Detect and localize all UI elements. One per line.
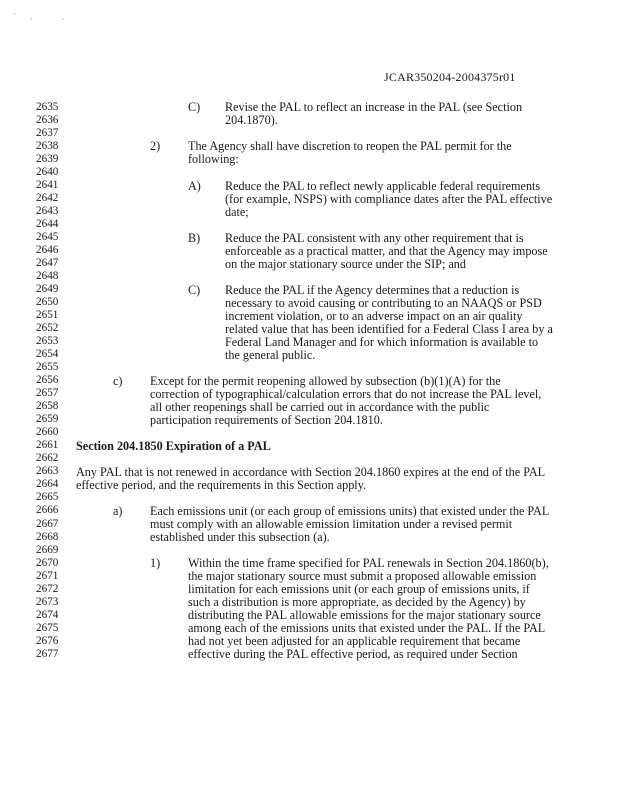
text-line: 204.1870). <box>225 113 278 127</box>
subsection-label: B) <box>188 231 201 245</box>
line-number: 2650 <box>36 296 59 309</box>
text-line: on the major stationary source under the SIP; and <box>225 257 466 271</box>
text-line: Reduce the PAL consistent with any other requirement that is <box>225 231 524 245</box>
subsection-label: a) <box>113 504 123 518</box>
text-line: established under this subsection (a). <box>150 530 330 544</box>
line-number: 2653 <box>36 335 59 348</box>
text-line: among each of the emissions units that existed under the PAL. If the PAL <box>188 621 546 635</box>
line-number: 2677 <box>36 647 59 660</box>
subsection-label: 2) <box>150 139 161 153</box>
text-line: The Agency shall have discretion to reopen the PAL permit for the <box>188 139 512 153</box>
line-number: 2669 <box>36 543 59 556</box>
text-line: correction of typographical/calculation errors that do not increase the PAL level, <box>150 387 542 401</box>
line-number: 2648 <box>36 270 59 283</box>
scan-mark: ’ <box>30 17 33 25</box>
subsection-label: A) <box>188 179 201 193</box>
text-line: effective period, and the requirements in this Section apply. <box>76 478 367 492</box>
line-number: 2676 <box>36 634 59 647</box>
line-number: 2637 <box>36 127 59 140</box>
line-number: 2666 <box>36 504 59 517</box>
text-line: limitation for each emissions unit (or each group of emissions units, if <box>188 582 530 596</box>
subsection-label: 1) <box>150 556 161 570</box>
line-number: 2674 <box>36 608 59 621</box>
line-number: 2635 <box>36 101 59 113</box>
line-number: 2675 <box>36 621 59 634</box>
text-line: Revise the PAL to reflect an increase in the PAL (see Section <box>225 100 523 114</box>
line-number: 2640 <box>36 166 59 179</box>
document-id: JCAR350204-2004375r01 <box>384 70 516 84</box>
line-number: 2673 <box>36 595 59 608</box>
line-number: 2663 <box>36 465 59 478</box>
scan-mark: ‘ <box>62 17 65 25</box>
line-number: 2670 <box>36 556 59 569</box>
subsection-label: C) <box>188 100 201 114</box>
text-line: date; <box>225 205 249 219</box>
line-number: 2642 <box>36 192 59 205</box>
line-number: 2672 <box>36 582 59 595</box>
line-number: 2659 <box>36 413 59 426</box>
line-number: 2638 <box>36 140 59 153</box>
text-line: Within the time frame specified for PAL renewals in Section 204.1860(b), <box>188 556 549 570</box>
text-line: following: <box>188 152 239 166</box>
line-number: 2668 <box>36 530 59 543</box>
line-number-column <box>36 101 58 661</box>
line-number: 2661 <box>36 439 59 452</box>
text-line: the general public. <box>225 348 316 362</box>
line-number: 2639 <box>36 153 59 166</box>
text-line: must comply with an allowable emission limitation under a revised permit <box>150 517 513 531</box>
scan-mark: ′ <box>14 12 16 20</box>
text-line: related value that has been identified for a Federal Class I area by a <box>225 322 553 336</box>
text-line: such a distribution is more appropriate, as decided by the Agency) by <box>188 595 526 609</box>
line-number: 2643 <box>36 205 59 218</box>
text-line: Reduce the PAL to reflect newly applicable federal requirements <box>225 179 541 193</box>
line-number: 2665 <box>36 491 59 504</box>
subsection-label: C) <box>188 283 201 297</box>
line-number: 2662 <box>36 452 59 465</box>
line-number: 2645 <box>36 231 59 244</box>
text-line: enforceable as a practical matter, and that the Agency may impose <box>225 244 548 258</box>
text-line: distributing the PAL allowable emissions for the major stationary source <box>188 608 541 622</box>
line-number: 2646 <box>36 244 59 257</box>
subsection-label: c) <box>113 374 123 388</box>
line-number: 2652 <box>36 322 59 335</box>
text-line: effective during the PAL effective period, as required under Section <box>188 647 518 661</box>
text-line: Reduce the PAL if the Agency determines that a reduction is <box>225 283 520 297</box>
line-number: 2671 <box>36 569 59 582</box>
line-number: 2667 <box>36 517 59 530</box>
line-number: 2656 <box>36 374 59 387</box>
text-line: necessary to avoid causing or contributing to an NAAQS or PSD <box>225 296 542 310</box>
line-number: 2644 <box>36 218 59 231</box>
line-number: 2649 <box>36 283 59 296</box>
text-line: Except for the permit reopening allowed by subsection (b)(1)(A) for the <box>150 374 501 388</box>
text-line: Any PAL that is not renewed in accordance with Section 204.1860 expires at the end of the PAL <box>76 465 546 479</box>
text-line: increment violation, or to an adverse impact on an air quality <box>225 309 523 323</box>
line-number: 2654 <box>36 348 59 361</box>
line-number: 2636 <box>36 114 59 127</box>
text-line: all other reopenings shall be carried out in accordance with the public <box>150 400 490 414</box>
line-number: 2651 <box>36 309 59 322</box>
line-number: 2647 <box>36 257 59 270</box>
text-line: (for example, NSPS) with compliance dates after the PAL effective <box>225 192 553 206</box>
line-number: 2658 <box>36 400 59 413</box>
text-line: Federal Land Manager and for which information is available to <box>225 335 539 349</box>
line-number: 2655 <box>36 361 59 374</box>
line-number: 2664 <box>36 478 59 491</box>
text-line: had not yet been adjusted for an applicable requirement that became <box>188 634 521 648</box>
line-number: 2660 <box>36 426 59 439</box>
line-number: 2641 <box>36 179 59 192</box>
text-line: the major stationary source must submit a proposed allowable emission <box>188 569 537 583</box>
text-line: Each emissions unit (or each group of emissions units) that existed under the PAL <box>150 504 550 518</box>
text-line: participation requirements of Section 204.1810. <box>150 413 383 427</box>
line-number: 2657 <box>36 387 59 400</box>
section-heading: Section 204.1850 Expiration of a PAL <box>76 439 271 453</box>
